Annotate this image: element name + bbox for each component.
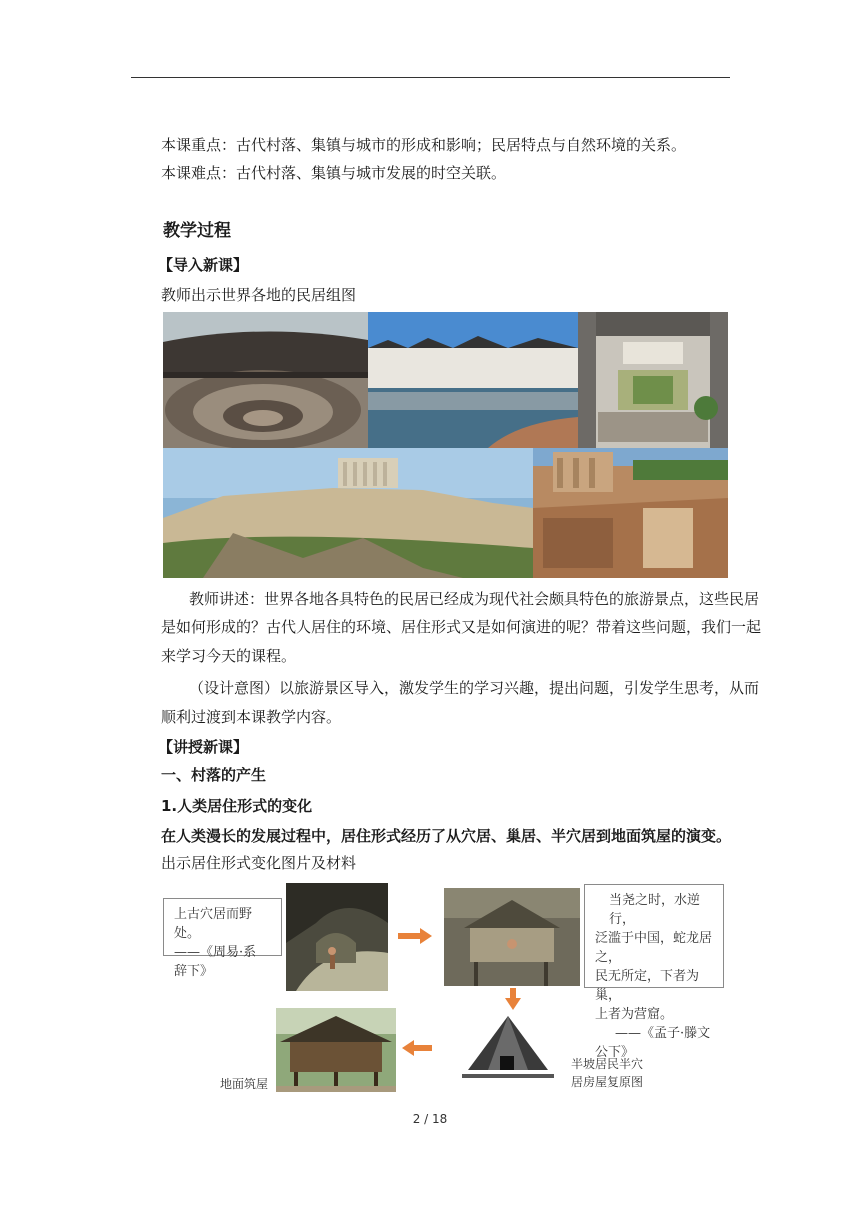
quote-mencius-line-2: 泛滥于中国，蛇龙居之， — [595, 931, 713, 965]
new-lesson-heading: 【讲授新课】 — [158, 738, 249, 756]
sub-one-heading: 1.人类居住形式的变化 — [161, 797, 313, 815]
quote-zhouyi-line-3: 辞下》 — [174, 964, 214, 979]
quote-mencius-line-1: 当尧之时，水逆行， — [609, 893, 701, 927]
cave-dwelling-image — [286, 883, 388, 991]
arrow-right-icon — [398, 928, 432, 944]
teacher-talk-line-1: 教师讲述：世界各地各具特色的民居已经成为现代社会颇具特色的旅游景点，这些民居 — [189, 590, 760, 608]
nest-dwelling-image — [444, 888, 580, 986]
acropolis-photo — [163, 448, 533, 578]
quote-mencius-line-6: 公下》 — [595, 1045, 635, 1060]
banpo-hut-sketch — [458, 1012, 558, 1090]
header-rule — [131, 77, 730, 78]
banpo-caption-line-2: 居房屋复原图 — [571, 1075, 644, 1089]
ground-house-image — [276, 1008, 396, 1092]
banpo-caption-line-1: 半坡居民半穴 — [571, 1057, 644, 1071]
quote-mencius-line-3: 民无所定，下者为巢， — [595, 969, 700, 1003]
key-points-line: 本课重点：古代村落、集镇与城市的形成和影响；民居特点与自然环境的关系。 — [161, 136, 687, 154]
ephesus-ruins-photo — [533, 448, 728, 578]
arrow-left-icon — [402, 1040, 432, 1056]
intro-heading: 【导入新课】 — [158, 256, 249, 274]
section-title: 教学过程 — [163, 221, 231, 241]
tulou-photo — [163, 312, 368, 448]
intro-line: 教师出示世界各地的民居组图 — [161, 286, 357, 304]
page-number: 2 / 18 — [412, 1112, 448, 1126]
quote-zhouyi-line-1: 上古穴居而野处。 — [174, 907, 253, 941]
bold-statement: 在人类漫长的发展过程中，居住形式经历了从穴居、巢居、半穴居到地面筑屋的演变。 — [161, 827, 732, 845]
courtyard-photo — [578, 312, 728, 448]
quote-mencius-line-4: 上者为营窟。 — [595, 1007, 674, 1022]
ground-house-caption: 地面筑屋 — [220, 1077, 269, 1091]
design-intent-line-1: （设计意图）以旅游景区导入，激发学生的学习兴趣，提出问题，引发学生思考，从而 — [189, 679, 760, 697]
teacher-talk-line-2: 是如何形成的？古代人居住的环境、居住形式又是如何演进的呢？带着这些问题，我们一起 — [161, 618, 762, 636]
quote-zhouyi-line-2: ——《周易·系 — [174, 945, 257, 960]
quote-mencius-box — [584, 884, 724, 1060]
difficult-points-line: 本课难点：古代村落、集镇与城市发展的时空关联。 — [161, 164, 507, 182]
teacher-talk-line-3: 来学习今天的课程。 — [161, 647, 297, 665]
quote-zhouyi-box — [163, 898, 282, 979]
hongcun-village-photo — [368, 312, 578, 448]
arrow-down-icon — [505, 988, 521, 1010]
figure-intro: 出示居住形式变化图片及材料 — [161, 854, 357, 872]
design-intent-line-2: 顺利过渡到本课教学内容。 — [161, 708, 342, 726]
quote-mencius-line-5: ——《孟子·滕文 — [615, 1026, 711, 1041]
part-one-heading: 一、村落的产生 — [161, 766, 267, 784]
